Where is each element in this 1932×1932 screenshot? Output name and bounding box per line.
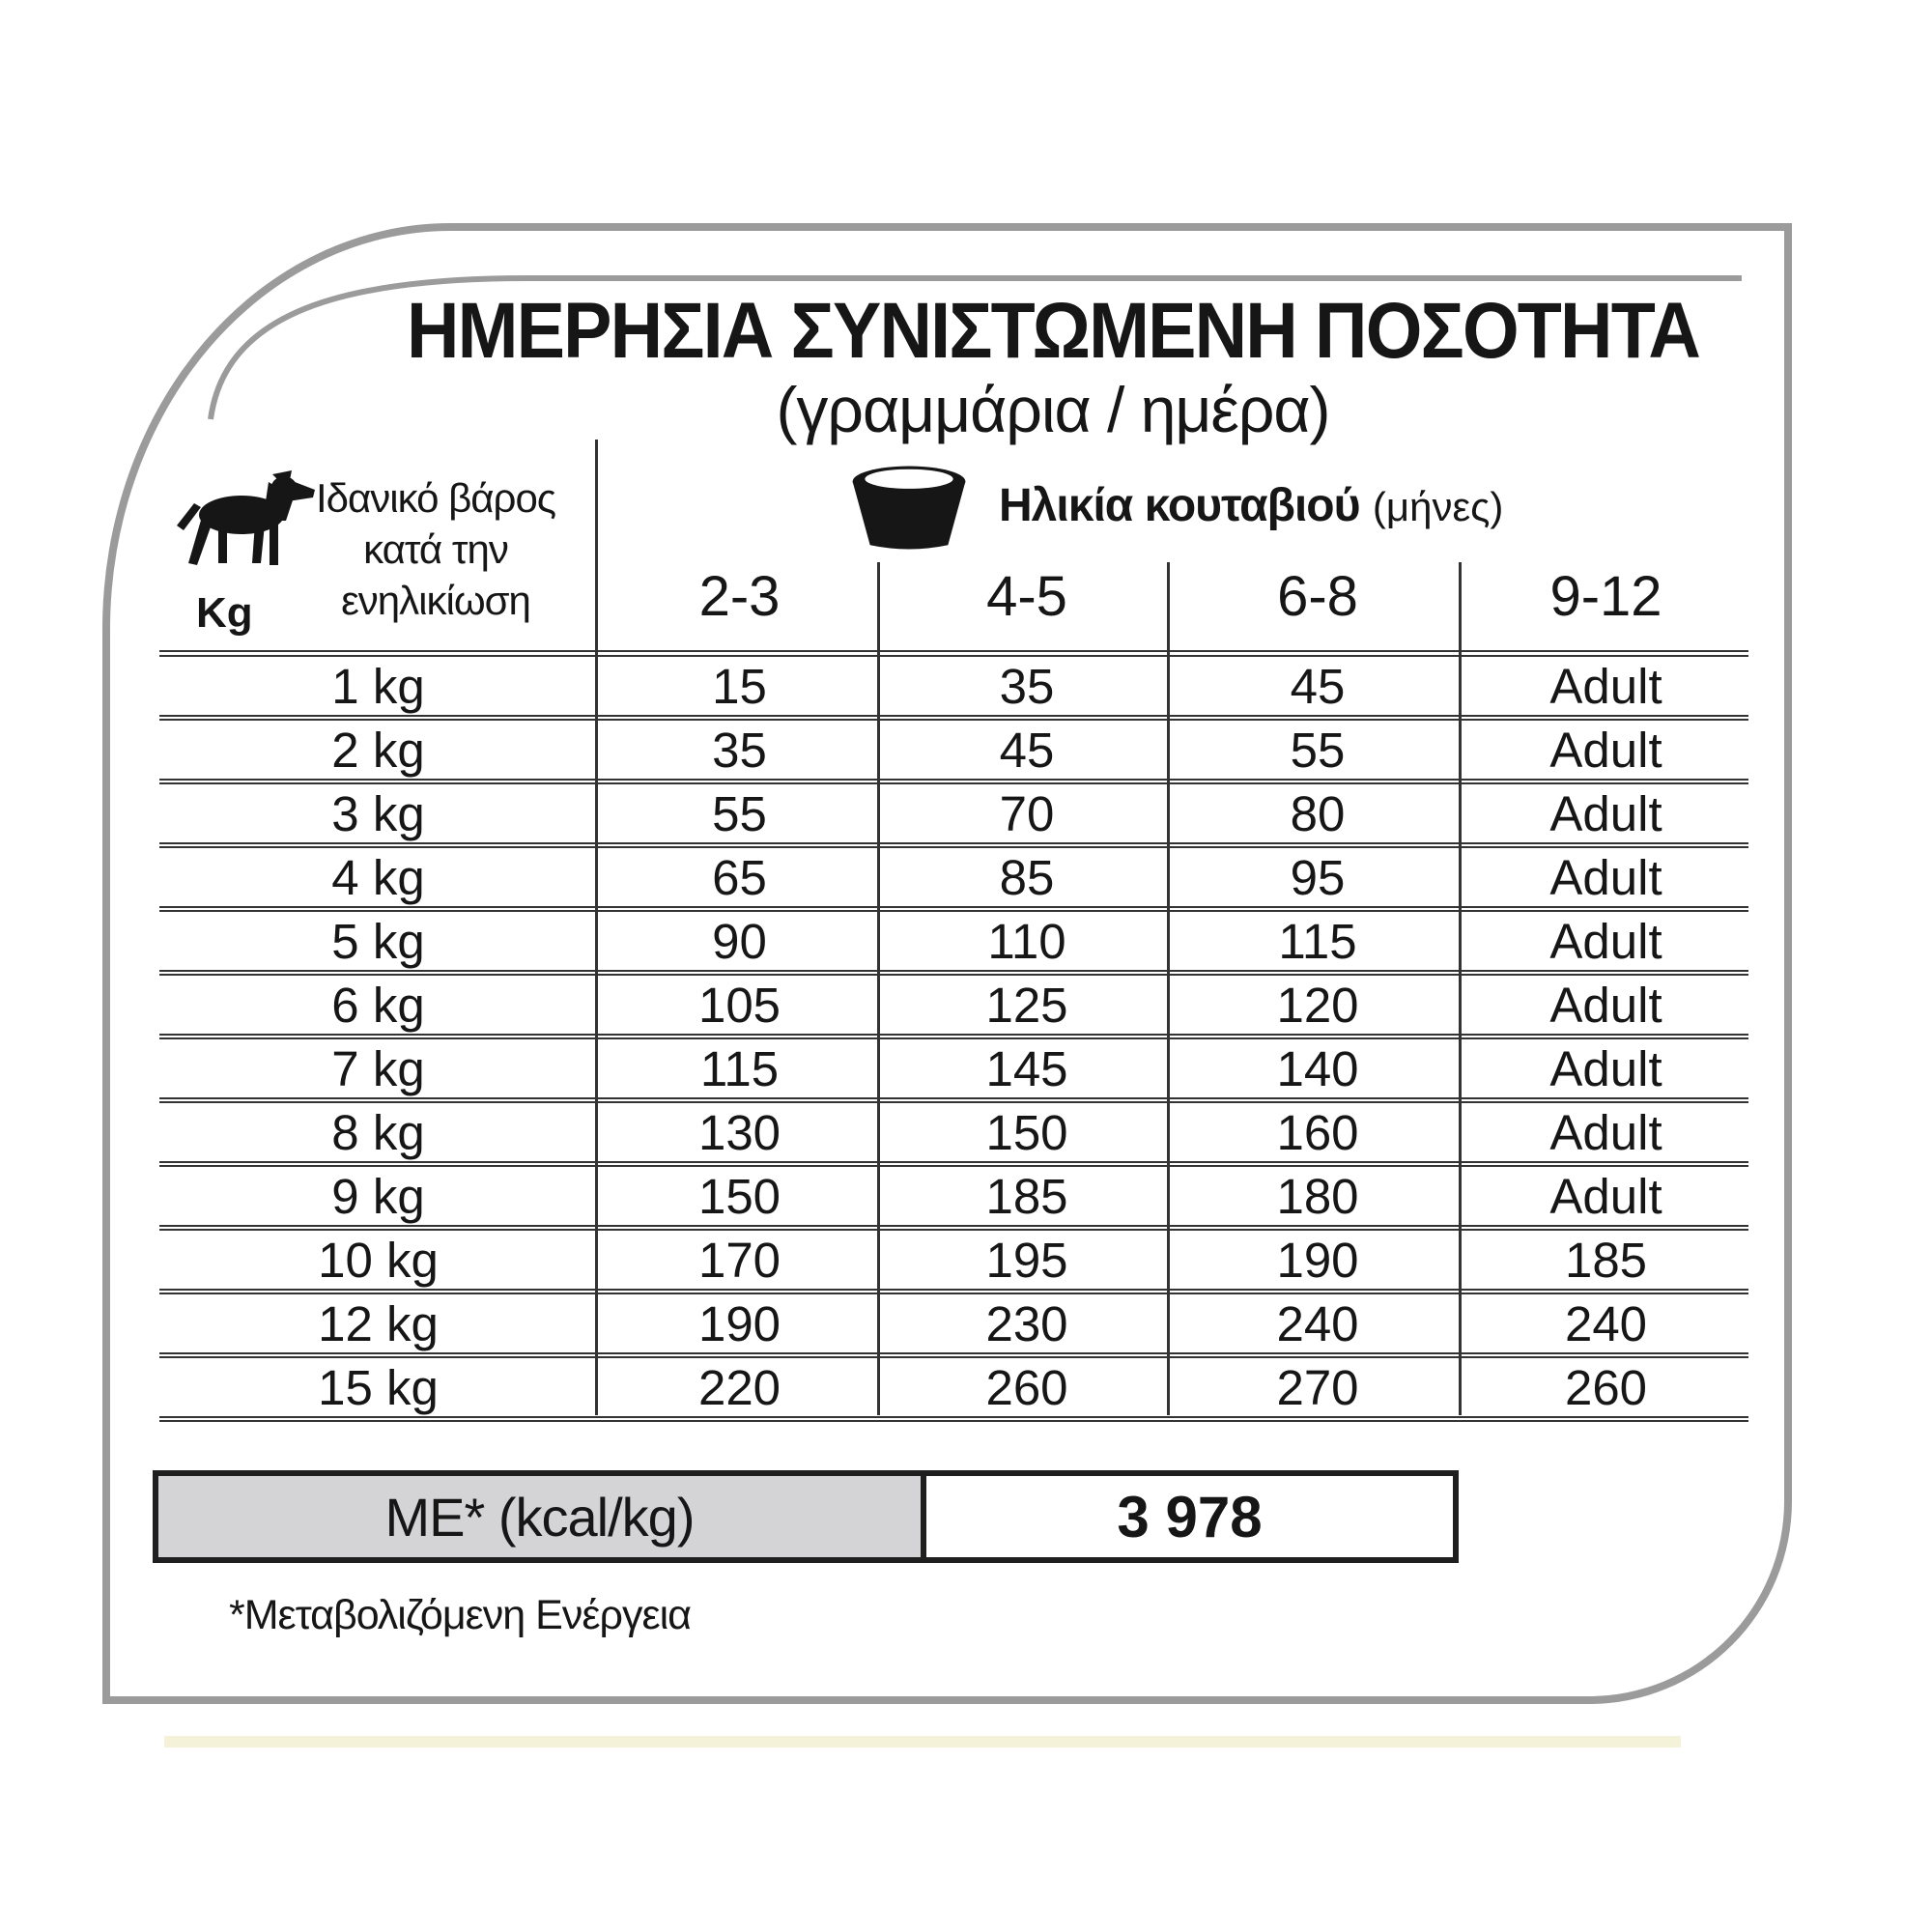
table-row xyxy=(159,784,1748,848)
me-label-cell: ME* (kcal/kg) xyxy=(158,1476,926,1557)
amount-cell: 90 xyxy=(712,913,767,969)
amount-cell: 95 xyxy=(1290,849,1346,905)
amount-cell: 270 xyxy=(1276,1359,1359,1415)
amount-cell: 35 xyxy=(999,658,1055,714)
weight-cell: 4 kg xyxy=(331,849,425,905)
amount-cell: 115 xyxy=(1278,913,1357,969)
amount-cell: Adult xyxy=(1549,785,1662,841)
me-value-cell: 3 978 xyxy=(1117,1484,1263,1549)
amount-cell: Adult xyxy=(1549,1168,1662,1224)
weight-cell: 2 kg xyxy=(331,722,425,778)
amount-cell: 130 xyxy=(697,1104,781,1160)
weight-header-line1: Ιδανικό βάρος xyxy=(315,475,556,521)
amount-cell: 105 xyxy=(697,977,781,1033)
amount-cell: 190 xyxy=(697,1295,781,1351)
column-divider-1 xyxy=(877,562,880,1415)
amount-cell: Adult xyxy=(1549,722,1662,778)
amount-cell: 185 xyxy=(985,1168,1068,1224)
weight-cell: 5 kg xyxy=(331,913,425,969)
column-divider-2 xyxy=(1167,562,1170,1415)
amount-cell: 110 xyxy=(987,913,1066,969)
spacer-cell xyxy=(159,564,597,650)
month-column-labels xyxy=(159,564,1748,650)
amount-cell: 140 xyxy=(1276,1040,1359,1096)
weight-cell: 1 kg xyxy=(331,658,425,714)
amount-cell: 150 xyxy=(697,1168,781,1224)
amount-cell: Adult xyxy=(1549,913,1662,969)
amount-cell: 150 xyxy=(985,1104,1068,1160)
table-row xyxy=(159,848,1748,912)
table-row xyxy=(159,1103,1748,1167)
weight-cell: 9 kg xyxy=(331,1168,425,1224)
accent-strip xyxy=(164,1736,1681,1747)
amount-cell: 145 xyxy=(985,1040,1068,1096)
amount-cell: Adult xyxy=(1549,1040,1662,1096)
amount-cell: 260 xyxy=(1564,1359,1648,1415)
amount-cell: 240 xyxy=(1564,1295,1648,1351)
amount-cell: Adult xyxy=(1549,977,1662,1033)
age-column-header xyxy=(999,479,1503,532)
feeding-table-body xyxy=(159,650,1748,1422)
table-row xyxy=(159,1231,1748,1294)
table-row xyxy=(159,721,1748,784)
weight-cell: 10 kg xyxy=(318,1232,439,1288)
table-row xyxy=(159,1294,1748,1358)
amount-cell: 240 xyxy=(1276,1295,1359,1351)
amount-cell: 160 xyxy=(1276,1104,1359,1160)
footnote: *Μεταβολιζόμενη Ενέργεια xyxy=(229,1592,692,1638)
amount-cell: 120 xyxy=(1276,977,1359,1033)
amount-cell: Adult xyxy=(1549,1104,1662,1160)
weight-cell: 3 kg xyxy=(331,785,425,841)
amount-cell: 55 xyxy=(1290,722,1346,778)
table-row xyxy=(159,1358,1748,1422)
amount-cell: 70 xyxy=(999,785,1055,841)
weight-header-line3: ενηλικίωση xyxy=(341,577,530,623)
amount-cell: 80 xyxy=(1290,785,1346,841)
amount-cell: 180 xyxy=(1276,1168,1359,1224)
weight-cell: 15 kg xyxy=(318,1359,439,1415)
table-row xyxy=(159,1039,1748,1103)
amount-cell: 115 xyxy=(699,1040,780,1096)
amount-cell: 185 xyxy=(1564,1232,1648,1288)
age-header-bold: Ηλικία κουταβιού xyxy=(999,480,1360,531)
weight-cell: 6 kg xyxy=(331,977,425,1033)
amount-cell: 170 xyxy=(697,1232,781,1288)
amount-cell: Adult xyxy=(1549,849,1662,905)
amount-cell: 65 xyxy=(712,849,767,905)
page-title: ΗΜΕΡΗΣΙΑ ΣΥΝΙΣΤΩΜΕΝΗ ΠΟΣΟΤΗΤΑ xyxy=(407,287,1699,375)
amount-cell: 220 xyxy=(697,1359,781,1415)
weight-cell: 8 kg xyxy=(331,1104,425,1160)
amount-cell: 85 xyxy=(999,849,1055,905)
page-subtitle: (γραμμάρια / ημέρα) xyxy=(776,374,1330,445)
weight-cell: 12 kg xyxy=(318,1295,439,1351)
column-label-9-12: 9-12 xyxy=(1549,565,1662,628)
column-label-4-5: 4-5 xyxy=(986,565,1067,628)
amount-cell: 260 xyxy=(985,1359,1068,1415)
column-divider-main xyxy=(595,440,598,1415)
amount-cell: 230 xyxy=(985,1295,1068,1351)
age-header-months: (μήνες) xyxy=(1372,484,1504,529)
amount-cell: 125 xyxy=(985,977,1068,1033)
metabolizable-energy-bar xyxy=(153,1470,1459,1563)
weight-cell: 7 kg xyxy=(331,1040,425,1096)
column-label-6-8: 6-8 xyxy=(1277,565,1358,628)
amount-cell: 15 xyxy=(712,658,767,714)
amount-cell: 190 xyxy=(1276,1232,1359,1288)
amount-cell: 195 xyxy=(985,1232,1068,1288)
amount-cell: 45 xyxy=(999,722,1055,778)
table-row xyxy=(159,976,1748,1039)
table-row xyxy=(159,1167,1748,1231)
amount-cell: 35 xyxy=(712,722,767,778)
amount-cell: 45 xyxy=(1290,658,1346,714)
food-bowl-icon xyxy=(842,462,976,553)
weight-header-line2: κατά την xyxy=(363,526,508,572)
amount-cell: Adult xyxy=(1549,658,1662,714)
table-row xyxy=(159,912,1748,976)
weight-unit-label: Kg xyxy=(196,589,253,637)
amount-cell: 55 xyxy=(712,785,767,841)
table-row xyxy=(159,657,1748,721)
column-divider-3 xyxy=(1459,562,1462,1415)
column-label-2-3: 2-3 xyxy=(698,565,781,628)
